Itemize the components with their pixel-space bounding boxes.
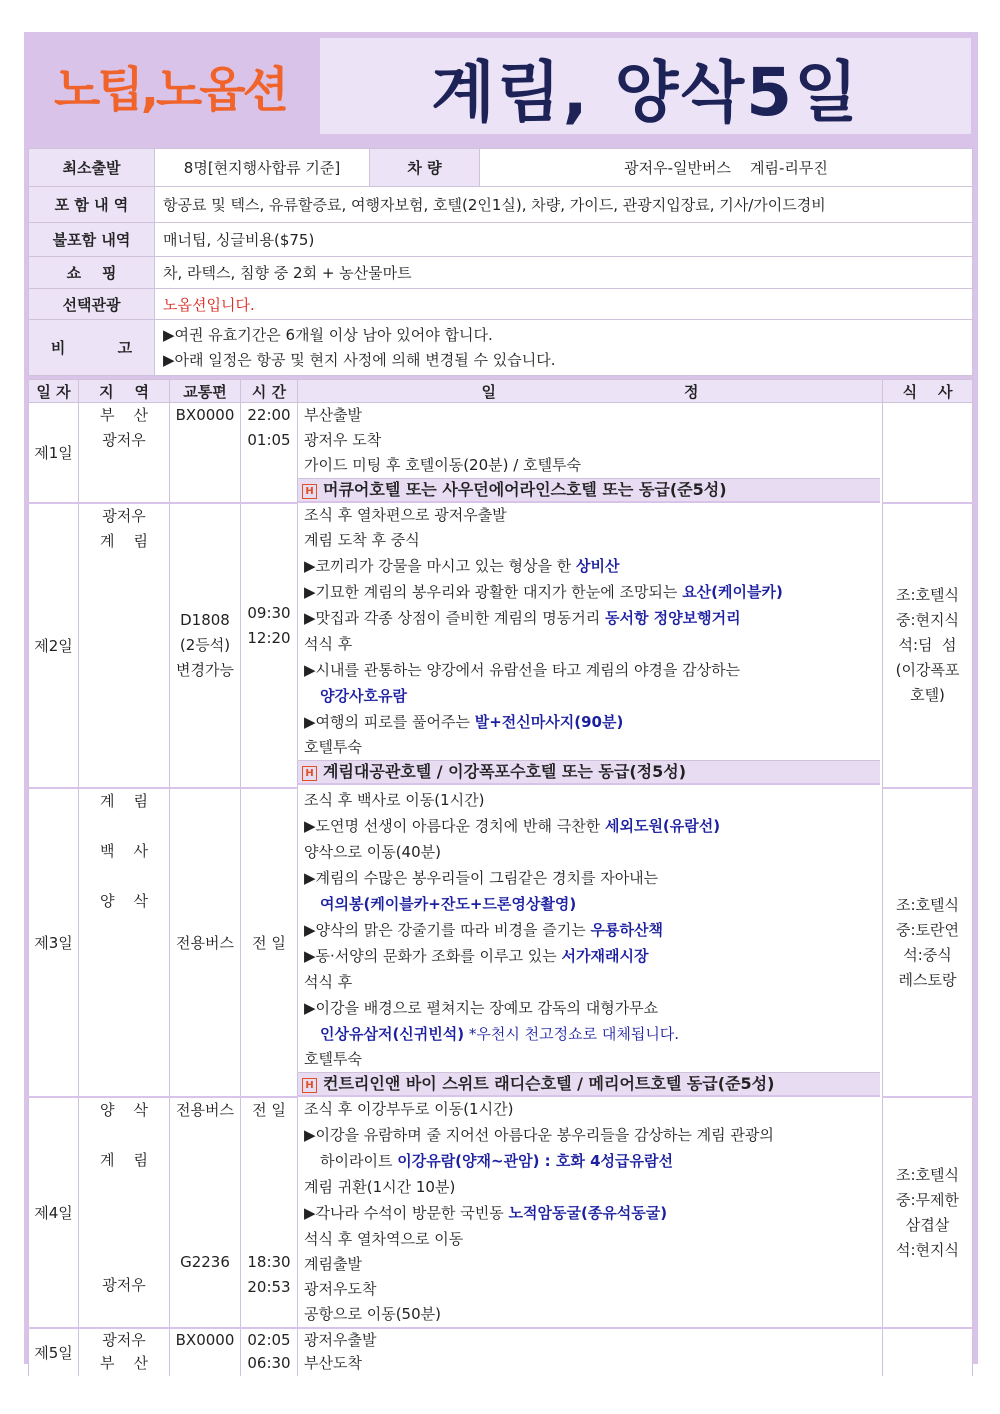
day-1-time-2: 01:05 — [247, 431, 291, 449]
header-left-title: 노팁,노옵션 — [53, 61, 287, 118]
sightseeing-name: 우룡하산책 — [590, 921, 663, 939]
day-5-transport: BX0000 — [175, 1331, 235, 1349]
day-2-line-6: 석식 후 — [304, 635, 353, 653]
day-4-line-6: 석식 후 열차역으로 이동 — [304, 1230, 464, 1248]
day-2-train: D1808 — [180, 611, 230, 629]
day-5-label: 제5일 — [29, 1328, 79, 1376]
day-2-train-class: (2등석) — [179, 636, 231, 654]
day-2-region-2: 계 림 — [99, 532, 149, 550]
day-4-row — [29, 1097, 973, 1328]
day-1-line-1: 부산출발 — [304, 406, 362, 424]
day-1-time-1: 22:00 — [247, 406, 291, 424]
day-3-line-1: 조식 후 백사로 이동(1시간) — [304, 791, 485, 809]
header-right — [320, 38, 971, 134]
col-itinerary: 일 정 — [298, 380, 883, 403]
schedule-table — [28, 379, 973, 1376]
sightseeing-name: 이강유람(양재~관암) : 호화 4성급유람선 — [397, 1152, 673, 1170]
day-2-line-1: 조식 후 열차편으로 광저우출발 — [304, 506, 507, 524]
day-1-row — [29, 403, 973, 504]
day-3-row — [29, 788, 973, 1097]
day-3-time: 전 일 — [241, 788, 298, 1097]
optional-value: 노옵션입니다. — [155, 289, 973, 320]
day-2-row — [29, 503, 973, 788]
hotel-icon: H — [302, 1078, 317, 1093]
day-4-line-5: ▶각나라 수석이 방문한 국빈동 노적암동굴(종유석동굴) — [304, 1204, 668, 1222]
header-left — [24, 32, 316, 138]
shopping-value: 차, 라텍스, 침향 중 2회 + 농산물마트 — [155, 257, 973, 289]
hotel-icon: H — [302, 484, 317, 499]
day-3-transport: 전용버스 — [170, 788, 241, 1097]
day-3-line-8: 석식 후 — [304, 973, 353, 991]
col-day: 일 자 — [29, 380, 79, 403]
day-4-transport-1: 전용버스 — [176, 1101, 234, 1119]
day-5-row — [29, 1328, 973, 1376]
day-5-region-2: 부 산 — [99, 1354, 149, 1372]
day-1-label: 제1일 — [29, 403, 79, 504]
day-3-line-3: 양삭으로 이동(40분) — [304, 843, 441, 861]
day-4-region-2: 계 림 — [99, 1151, 149, 1169]
day-1-hotel: H 머큐어호텔 또는 사우던에어라인스호텔 또는 동급(준5성) — [298, 478, 880, 503]
sightseeing-name: 세외도원(유람선) — [604, 817, 721, 835]
excluded-value: 매너팁, 싱글비용($75) — [155, 223, 973, 257]
sightseeing-name: 서가재래시장 — [561, 947, 649, 965]
day-4-transport-2: G2236 — [180, 1253, 230, 1271]
sightseeing-name: 노적암동굴(종유석동굴) — [508, 1204, 668, 1222]
day-4-time-1: 전 일 — [252, 1101, 286, 1119]
day-1-transport: BX0000 — [175, 406, 235, 424]
col-region: 지 역 — [79, 380, 170, 403]
day-2-line-3: ▶코끼리가 강물을 마시고 있는 형상을 한 상비산 — [304, 557, 620, 575]
day-3-line-4: ▶계림의 수많은 봉우리들이 그림같은 경치를 자아내는 — [304, 869, 659, 887]
day-5-line-2: 부산도착 — [304, 1354, 362, 1372]
day-3-line-6: ▶양삭의 맑은 강줄기를 따라 비경을 즐기는 우룡하산책 — [304, 921, 663, 939]
day-5-time-2: 06:30 — [247, 1354, 291, 1372]
day-2-time-2: 12:20 — [247, 628, 291, 647]
day-4-region-3: 광저우 — [102, 1276, 146, 1294]
day-3-label: 제3일 — [29, 788, 79, 1097]
day-4-line-1: 조식 후 이강부두로 이동(1시간) — [304, 1100, 514, 1118]
day-3-line-9: ▶이강을 배경으로 펼쳐지는 장예모 감독의 대형가무쇼 — [304, 999, 659, 1017]
day-2-hotel: H 계림대공관호텔 / 이강폭포수호텔 또는 동급(정5성) — [298, 760, 880, 785]
day-4-meal: 조:호텔식 중:무제한 삼겹살 석:현지식 — [883, 1097, 973, 1328]
day-4-line-9: 공항으로 이동(50분) — [304, 1305, 441, 1323]
hotel-icon: H — [302, 766, 317, 781]
day-1-meal — [883, 403, 973, 504]
day-3-line-2: ▶도연명 선생이 아름다운 경치에 반해 극찬한 세외도원(유람선) — [304, 817, 721, 835]
day-4-label: 제4일 — [29, 1097, 79, 1328]
day-2-line-9: ▶여행의 피로를 풀어주는 발+전신마사지(90분) — [304, 713, 624, 731]
day-3-region-3: 양 삭 — [99, 892, 149, 910]
day-5-region-1: 광저우 — [102, 1331, 146, 1349]
day-4-line-4: 계림 귀환(1시간 10분) — [304, 1178, 456, 1196]
sightseeing-name: 상비산 — [576, 557, 620, 575]
day-2-line-10: 호텔투숙 — [304, 738, 362, 756]
sightseeing-name: 발+전신마사지(90분) — [474, 713, 624, 731]
day-2-label: 제2일 — [29, 503, 79, 788]
day-3-line-5: 여의봉(케이블카+잔도+드론영상촬영) — [320, 895, 577, 913]
remark-1: ▶여권 유효기간은 6개월 이상 남아 있어야 합니다. — [163, 325, 493, 344]
info-table — [28, 148, 973, 376]
min-departure-label: 최소출발 — [29, 149, 155, 187]
included-label: 포 함 내 역 — [29, 187, 155, 223]
day-4-line-2: ▶이강을 유람하며 줄 지어선 아름다운 봉우리들을 감상하는 계림 관광의 — [304, 1126, 774, 1144]
day-3-line-10: 인상유삼저(신귀빈석) *우천시 천고정쇼로 대체됩니다. — [320, 1025, 680, 1043]
sightseeing-name: 요산(케이블카) — [682, 583, 783, 601]
day-2-time-1: 09:30 — [247, 603, 291, 622]
day-1-line-2: 광저우 도착 — [304, 431, 382, 449]
day-3-hotel: H 컨트리인앤 바이 스위트 래디슨호텔 / 메리어트호텔 동급(준5성) — [298, 1072, 880, 1097]
day-3-region-2: 백 사 — [99, 842, 149, 860]
shopping-label: 쇼 핑 — [29, 257, 155, 289]
day-2-line-4: ▶기묘한 계림의 봉우리와 광활한 대지가 한눈에 조망되는 요산(케이블카) — [304, 583, 783, 601]
day-3-region-1: 계 림 — [99, 792, 149, 810]
day-1-region-1: 부 산 — [99, 406, 149, 424]
day-2-line-7: ▶시내를 관통하는 양강에서 유람선을 타고 계림의 야경을 감상하는 — [304, 661, 741, 679]
included-value: 항공료 및 텍스, 유류할증료, 여행자보험, 호텔(2인1실), 차량, 가이드, 관광지입장료, 기사/가이드경비 — [155, 187, 973, 223]
remarks-label: 비 고 — [29, 320, 155, 376]
day-2-line-5: ▶맛집과 각종 상점이 즐비한 계림의 명동거리 동서항 정양보행거리 — [304, 609, 741, 627]
day-4-line-7: 계림출발 — [304, 1255, 362, 1273]
day-2-meal: 조:호텔식 중:현지식 석:딤 섬 (이강폭포 호텔) — [883, 503, 973, 788]
sightseeing-name: 인상유삼저(신귀빈석) — [320, 1025, 465, 1043]
day-4-line-3: 하이라이트 이강유람(양재~관암) : 호화 4성급유람선 — [320, 1152, 673, 1170]
day-5-time-1: 02:05 — [247, 1331, 291, 1349]
day-3-line-7: ▶동·서양의 문화가 조화를 이루고 있는 서가재래시장 — [304, 947, 649, 965]
vehicle-label: 차 량 — [370, 149, 480, 187]
day-2-line-8: 양강사호유람 — [320, 687, 407, 705]
day-5-line-1: 광저우출발 — [304, 1331, 377, 1349]
remark-2: ▶아래 일정은 항공 및 현지 사정에 의해 변경될 수 있습니다. — [163, 350, 556, 369]
excluded-label: 불포함 내역 — [29, 223, 155, 257]
day-2-train-note: 변경가능 — [176, 661, 234, 679]
day-4-line-8: 광저우도착 — [304, 1280, 377, 1298]
day-2-line-2: 계림 도착 후 중식 — [304, 531, 420, 549]
day-5-meal — [883, 1328, 973, 1376]
day-1-region-2: 광저우 — [102, 431, 146, 449]
min-departure-value: 8명[현지행사합류 기준] — [155, 149, 370, 187]
day-1-line-3: 가이드 미팅 후 호텔이동(20분) / 호텔투숙 — [304, 456, 582, 474]
day-4-time-3: 20:53 — [247, 1278, 291, 1296]
day-3-meal: 조:호텔식 중:토란연 석:중식 레스토랑 — [883, 788, 973, 1097]
day-2-region-1: 광저우 — [102, 507, 146, 525]
day-4-time-2: 18:30 — [247, 1253, 291, 1271]
col-transport: 교통편 — [170, 380, 241, 403]
optional-label: 선택관광 — [29, 289, 155, 320]
col-meal: 식 사 — [883, 380, 973, 403]
day-3-line-11: 호텔투숙 — [304, 1050, 362, 1068]
day-4-region-1: 양 삭 — [99, 1101, 149, 1119]
sightseeing-name: 동서항 정양보행거리 — [604, 609, 741, 627]
col-time: 시 간 — [241, 380, 298, 403]
header-right-title: 계림, 양삭5일 — [431, 53, 860, 131]
vehicle-value: 광저우-일반버스 계림-리무진 — [480, 149, 973, 187]
